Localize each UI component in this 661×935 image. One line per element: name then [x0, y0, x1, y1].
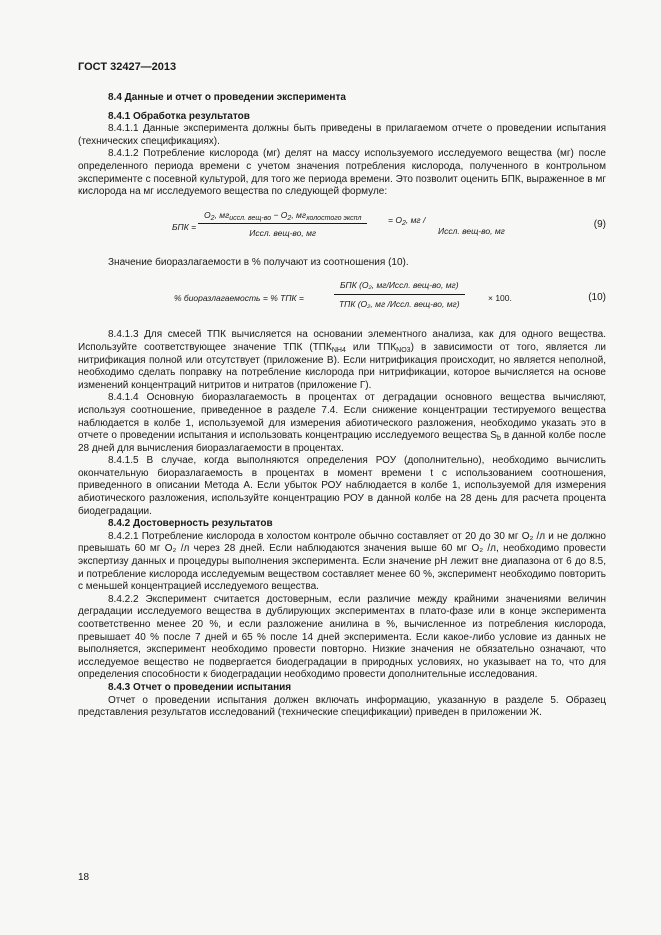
formula-10-fraction	[334, 279, 465, 310]
paragraph-8-4-3: Отчет о проведении испытания должен включать информацию, указанную в разделе 5. Образец представления результатов исследований (технические спецификации) приведен в приложении Ж.	[78, 694, 606, 719]
formula-10-numerator: БПК (O₂, мг/Иссл. вещ-во, мг)	[334, 279, 465, 295]
formula-10-multiplier: × 100.	[488, 293, 512, 304]
subsection-title-8-4-1: 8.4.1 Обработка результатов	[108, 110, 250, 122]
paragraph-8-4-1-1: 8.4.1.1 Данные эксперимента должны быть приведены в прилагаемом отчете о проведении испытания (технических спецификациях).	[78, 123, 606, 147]
paragraph-8-4-2-1: 8.4.2.1 Потребление кислорода в холостом контроле обычно составляет от 20 до 30 мг O₂ /л и не должно превышать 60 мг O₂ /л через 28 дней. Если наблюдаются значения выше 60 мг O₂ /л, необходимо провести экспертизу данных и процедуры выполнения эксперимента. Если значение pH лежит вне диапазона от 6 до 8.5, и потребление кислорода исследуемым веществом составляет менее 60 %, эксперимент необходимо повторить с меньшей концентрацией исследуемого вещества.	[78, 530, 606, 593]
section-title: 8.4 Данные и отчет о проведении эксперимента	[108, 92, 346, 103]
formula-9-rhs: = $O_2$, мг /	[388, 214, 426, 227]
paragraph-biodegradability: Значение биоразлагаемости в % получают из соотношения (10).	[108, 256, 409, 268]
formula-9-rhs-denominator: Иссл. вещ-во, мг	[438, 225, 505, 236]
paragraph-8-4-1-5: 8.4.1.5 В случае, когда выполняются определения РОУ (дополнительно), необходимо вычислить окончательную биоразлагаемость в процентах в момент времени t с использованием соотношения, приведенного в описании Метода А. Если убыток РОУ наблюдается в колбе 1, используемой для измерения абиотического разложения, используйте концентрацию РОУ в данной колбе на 28 день для расчета процента биодеградации.	[78, 455, 606, 517]
subsection-title-8-4-3: 8.4.3 Отчет о проведении испытания	[108, 681, 292, 693]
formula-9-numerator: $O_2$, $мг_{иссл. вещ-во} - O_2$, $мг_{холостого экспл}$	[198, 209, 367, 225]
formula-9-number: (9)	[593, 218, 606, 230]
standard-header: ГОСТ 32427—2013	[78, 61, 177, 73]
formula-10	[78, 279, 606, 325]
paragraph-8-4-2-2: 8.4.2.2 Эксперимент считается достоверным, если различие между крайними значениями величин деградации исследуемого вещества в дублирующих экспериментах в плато-фазе или в конце эксперимента соответственно менее 20 %, и если разложение анилина в %, вычисленное из потребления кислорода, превышает 40 % после 7 дней и 65 % после 14 дней эксперимента. Если какое-либо условие из данных не выполняется, эксперимент необходимо провести повторно. Низкие значения не обязательно означают, что исследуемое вещество не подвергается биодеградации в природных условиях, но указывает на то, что для определения способности к биодеградации необходимо провести дополнительные исследования.	[78, 593, 606, 681]
paragraph-8-4-1-2: 8.4.1.2 Потребление кислорода (мг) делят на массу используемого исследуемого вещества (мг) после определенного периода времени с учетом значения потребления кислорода, полученного в контрольном эксперименте с посевной культурой, для того же периода времени. Это позволит оценить БПК, выраженное в мг кислорода на мг исследуемого вещества по следующей формуле:	[78, 148, 606, 198]
page-content	[78, 92, 606, 720]
formula-9	[78, 209, 606, 251]
subsection-title-8-4-2: 8.4.2 Достоверность результатов	[108, 518, 273, 530]
formula-10-number: (10)	[588, 292, 606, 304]
paragraph-8-4-1-4: 8.4.1.4 Основную биоразлагаемость в процентах от деградации основного вещества вычисляют, используя соотношение, приведенное в разделе 7.4. Если снижение концентрации тестируемого вещества наблюдается в колбе 1, используемой для измерения абиотического разложения, необходимо указать это в отчете о проведении испытания и использовать концентрацию исследуемого вещества $S_b$ в данной колбе после 28 дней для вычисления биоразлагаемости в процентах.	[78, 392, 606, 454]
formula-10-denominator: ТПК (O₂, мг /Иссл. вещ-во, мг)	[338, 298, 460, 309]
formula-9-fraction	[198, 209, 367, 240]
formula-9-denominator: Иссл. вещ-во, мг	[249, 228, 317, 239]
formula-10-lhs: % биоразлагаемость = % ТПК =	[174, 293, 304, 304]
page-number: 18	[78, 872, 90, 883]
paragraph-8-4-1-3: 8.4.1.3 Для смесей ТПК вычисляется на основании элементного анализа, как для одного вещества. Используйте соответствующее значение ТПК ($ТПК_{NH4}$ или $ТПК_{NO3}$) в зависимости от того, является ли нитрификация полной или отсутствует (приложение В). Если нитрификация происходит, но является неполной, необходимо сделать поправку на потребление кислорода при нитрификации, которое вычисляется на основе изменений концентраций нитритов и нитратов (приложение Г).	[78, 329, 607, 391]
formula-9-lhs: БПК =	[172, 221, 197, 232]
